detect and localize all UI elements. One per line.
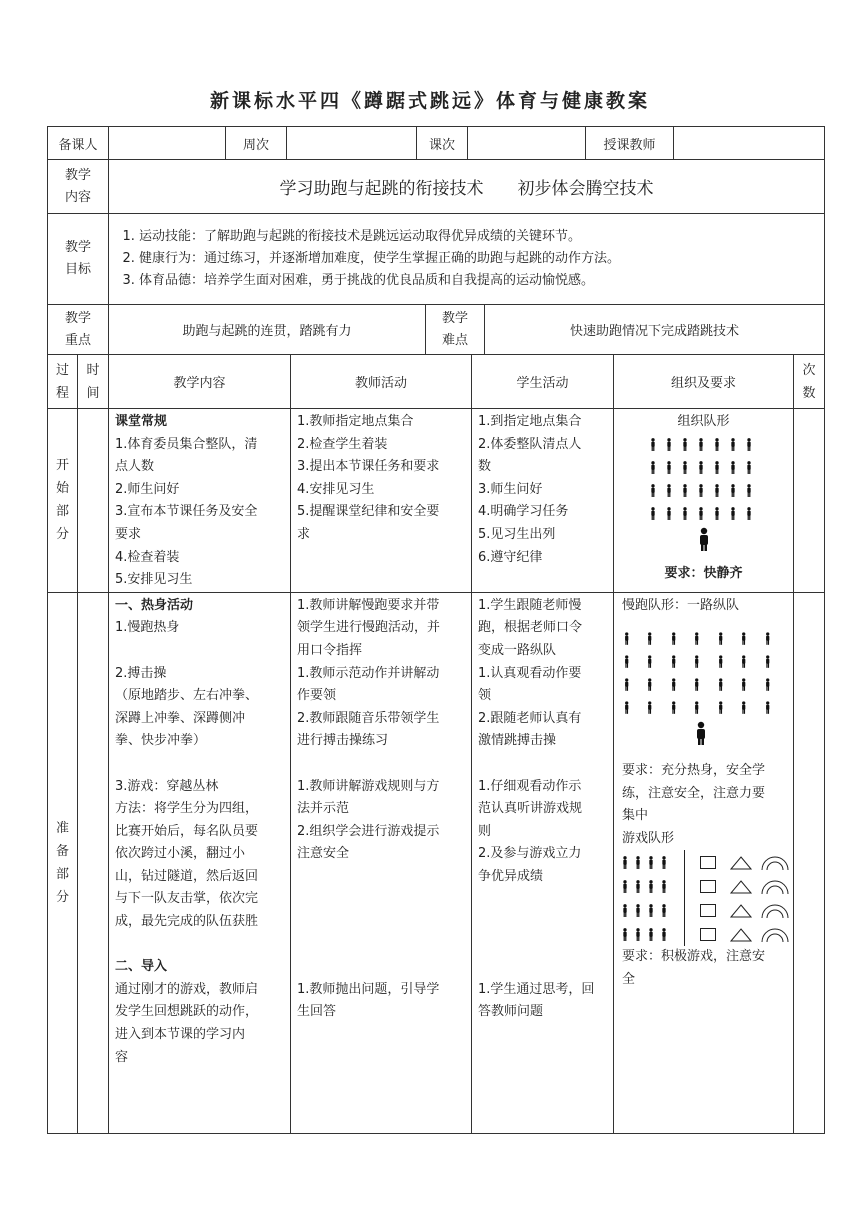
prep-teacher-line bbox=[297, 934, 466, 957]
stream-arc-icon bbox=[760, 854, 790, 870]
col-time bbox=[78, 355, 109, 409]
student-person-icon bbox=[694, 701, 699, 714]
student-person-icon bbox=[714, 461, 720, 474]
prep-teacher-line bbox=[297, 866, 466, 889]
student-person-icon bbox=[650, 484, 656, 497]
start-content-line: 1.体育委员集合整队，清 bbox=[115, 436, 258, 452]
content-label-text: 教学内容 bbox=[64, 167, 91, 205]
start-line bbox=[684, 850, 685, 946]
teacher-person-icon bbox=[694, 721, 708, 745]
stream-arc-icon bbox=[760, 926, 790, 942]
start-teacher-line: 1.教师指定地点集合 bbox=[297, 414, 414, 429]
prep-content-line: 拳、快步冲拳） bbox=[115, 733, 207, 749]
prep-student-line bbox=[478, 888, 608, 911]
student-person-icon bbox=[718, 701, 723, 714]
prep-student bbox=[472, 592, 614, 1133]
start-teacher bbox=[291, 409, 472, 593]
student-person-icon bbox=[666, 461, 672, 474]
start-teacher-figure bbox=[614, 527, 793, 555]
prep-content-line: 深蹲上冲拳、深蹲侧冲 bbox=[115, 710, 246, 726]
prep-content-line: 方法：将学生分为四组， bbox=[115, 801, 259, 817]
prep-content-line: 3.游戏：穿越丛林 bbox=[115, 778, 219, 794]
diff-label-text: 教学难点 bbox=[441, 310, 468, 348]
tunnel-square-icon bbox=[700, 928, 716, 941]
start-org bbox=[614, 409, 794, 593]
prep-content-line: 比赛开始后，每名队员要 bbox=[115, 823, 259, 839]
student-person-icon bbox=[635, 928, 641, 941]
run-requirement-line: 练，注意安全，注意力要 bbox=[622, 785, 766, 801]
prep-content-line bbox=[115, 934, 285, 957]
prep-student-line: 领 bbox=[478, 688, 492, 704]
prep-content-line: 2.搏击操 bbox=[115, 665, 167, 681]
student-person-icon bbox=[694, 655, 699, 668]
lesson-value bbox=[468, 127, 586, 160]
prep-content-line: 二、导入 bbox=[115, 959, 168, 975]
student-person-icon bbox=[714, 438, 720, 451]
prep-student-line: 2.及参与游戏立力 bbox=[478, 846, 582, 862]
student-person-icon bbox=[741, 655, 746, 668]
student-person-icon bbox=[647, 678, 652, 691]
prep-teacher-line bbox=[297, 753, 466, 776]
start-student-line: 2.体委整队清点人 bbox=[478, 436, 582, 452]
focus-table bbox=[47, 304, 825, 355]
student-person-icon bbox=[647, 655, 652, 668]
student-person-icon bbox=[666, 484, 672, 497]
game-formation-diagram bbox=[622, 850, 788, 946]
run-teacher-figure bbox=[622, 721, 788, 754]
prep-teacher-line bbox=[297, 911, 466, 934]
student-person-icon bbox=[622, 928, 628, 941]
prep-content-line: 进入到本节课的学习内 bbox=[115, 1027, 246, 1043]
student-person-icon bbox=[671, 655, 676, 668]
student-person-icon bbox=[730, 438, 736, 451]
prep-content-line: 与下一队友击掌，依次完 bbox=[115, 891, 259, 907]
content-label bbox=[48, 160, 109, 214]
student-person-icon bbox=[682, 484, 688, 497]
student-person-icon bbox=[635, 856, 641, 869]
goal-item: 3. 体育品德：培养学生面对困难，勇于挑战的优良品质和自我提高的运动愉悦感。 bbox=[139, 270, 824, 292]
student-person-icon bbox=[746, 461, 752, 474]
prep-content-line: （原地踏步、左右冲拳、 bbox=[115, 688, 259, 704]
start-student bbox=[472, 409, 614, 593]
student-person-icon bbox=[694, 632, 699, 645]
start-label bbox=[48, 409, 78, 593]
col-count bbox=[794, 355, 825, 409]
student-person-icon bbox=[714, 507, 720, 520]
col-student: 学生活动 bbox=[472, 355, 614, 409]
student-person-icon bbox=[624, 655, 629, 668]
formation-row bbox=[650, 479, 793, 502]
student-person-icon bbox=[650, 438, 656, 451]
student-person-icon bbox=[635, 904, 641, 917]
diff-label bbox=[426, 305, 485, 355]
tunnel-square-icon bbox=[700, 880, 716, 893]
hill-triangle-icon bbox=[730, 880, 752, 894]
student-person-icon bbox=[765, 678, 770, 691]
prep-content-line: 依次跨过小溪，翻过小 bbox=[115, 846, 246, 862]
content-text: 学习助跑与起跳的衔接技术 初步体会腾空技术 bbox=[109, 160, 825, 214]
prep-teacher-line: 作要领 bbox=[297, 688, 337, 704]
start-student-line: 1.到指定地点集合 bbox=[478, 414, 582, 429]
start-content-line: 5.安排见习生 bbox=[115, 572, 193, 588]
student-person-icon bbox=[671, 701, 676, 714]
student-person-icon bbox=[648, 880, 654, 893]
goal-item: 1. 运动技能：了解助跑与起跳的衔接技术是跳远运动取得优异成绩的关键环节。 bbox=[139, 226, 824, 248]
hill-triangle-icon bbox=[730, 928, 752, 942]
student-person-icon bbox=[622, 880, 628, 893]
student-person-icon bbox=[765, 655, 770, 668]
process-table bbox=[47, 354, 825, 1134]
prep-student-line: 1.学生跟随老师慢 bbox=[478, 597, 582, 613]
student-person-icon bbox=[718, 655, 723, 668]
col-process bbox=[48, 355, 78, 409]
prep-teacher-line: 用口令指挥 bbox=[297, 642, 363, 658]
key-label-text: 教学重点 bbox=[64, 310, 91, 348]
start-content-line: 要求 bbox=[115, 526, 142, 542]
prep-student-line: 争优异成绩 bbox=[478, 868, 544, 884]
start-content-line: 2.师生问好 bbox=[115, 481, 180, 497]
col-process-text: 过程 bbox=[55, 362, 69, 401]
start-content-line: 课堂常规 bbox=[115, 414, 168, 429]
prep-content-line bbox=[115, 640, 285, 663]
student-person-icon bbox=[682, 507, 688, 520]
start-label-text: 开始部分 bbox=[55, 458, 69, 543]
prep-content-line bbox=[115, 753, 285, 776]
hill-triangle-icon bbox=[730, 856, 752, 870]
col-content: 教学内容 bbox=[109, 355, 291, 409]
start-count bbox=[794, 409, 825, 593]
prep-teacher-line: 领学生进行慢跑活动，并 bbox=[297, 620, 441, 636]
prep-teacher-line: 注意安全 bbox=[297, 846, 350, 862]
student-person-icon bbox=[647, 701, 652, 714]
prep-count bbox=[794, 592, 825, 1133]
student-person-icon bbox=[746, 507, 752, 520]
prep-time bbox=[78, 592, 109, 1133]
run-requirement-line: 要求：充分热身，安全学 bbox=[622, 762, 766, 778]
start-teacher-line: 3.提出本节课任务和要求 bbox=[297, 459, 440, 475]
prep-student-line: 答教师问题 bbox=[478, 1004, 544, 1020]
start-teacher-line: 2.检查学生着装 bbox=[297, 436, 388, 452]
start-student-line: 5.见习生出列 bbox=[478, 526, 556, 542]
prep-teacher-line: 1.教师讲解游戏规则与方 bbox=[297, 778, 440, 794]
prep-teacher-line: 2.教师跟随音乐带领学生 bbox=[297, 710, 440, 726]
student-person-icon bbox=[698, 438, 704, 451]
prep-student-line: 则 bbox=[478, 823, 492, 839]
student-person-icon bbox=[694, 678, 699, 691]
start-student-line: 6.遵守纪律 bbox=[478, 549, 543, 565]
prep-content-line: 通过刚才的游戏，教师启 bbox=[115, 981, 259, 997]
teacher-person-icon bbox=[697, 527, 711, 551]
student-person-icon bbox=[741, 678, 746, 691]
preparer-value bbox=[109, 127, 226, 160]
prep-student-line: 2.跟随老师认真有 bbox=[478, 710, 582, 726]
student-person-icon bbox=[682, 461, 688, 474]
prep-label-text: 准备部分 bbox=[55, 820, 69, 905]
student-person-icon bbox=[650, 507, 656, 520]
goals-label-text: 教学目标 bbox=[64, 240, 91, 277]
tunnel-square-icon bbox=[700, 856, 716, 869]
student-person-icon bbox=[730, 484, 736, 497]
run-formation-title: 慢跑队形：一路纵队 bbox=[622, 597, 740, 613]
col-org: 组织及要求 bbox=[614, 355, 794, 409]
start-student-line: 4.明确学习任务 bbox=[478, 504, 569, 520]
formation-row bbox=[624, 696, 788, 719]
student-person-icon bbox=[648, 904, 654, 917]
start-content-line: 点人数 bbox=[115, 459, 155, 475]
student-person-icon bbox=[650, 461, 656, 474]
week-value bbox=[287, 127, 417, 160]
hill-triangle-icon bbox=[730, 904, 752, 918]
start-student-line: 3.师生问好 bbox=[478, 481, 543, 497]
prep-student-line bbox=[478, 934, 608, 957]
student-person-icon bbox=[666, 507, 672, 520]
run-requirement bbox=[622, 760, 788, 828]
student-person-icon bbox=[730, 507, 736, 520]
goal-item: 2. 健康行为：通过练习，并逐渐增加难度，使学生掌握正确的助跑与起跳的动作方法。 bbox=[139, 248, 824, 270]
formation-row bbox=[650, 433, 793, 456]
student-person-icon bbox=[661, 880, 667, 893]
prep-teacher bbox=[291, 592, 472, 1133]
student-person-icon bbox=[741, 632, 746, 645]
preparer-label: 备课人 bbox=[48, 127, 109, 160]
prep-label bbox=[48, 592, 78, 1133]
key-label bbox=[48, 305, 109, 355]
student-person-icon bbox=[765, 701, 770, 714]
student-person-icon bbox=[635, 880, 641, 893]
student-person-icon bbox=[661, 928, 667, 941]
student-person-icon bbox=[648, 856, 654, 869]
student-person-icon bbox=[682, 438, 688, 451]
run-formation-diagram bbox=[622, 627, 788, 719]
student-person-icon bbox=[671, 632, 676, 645]
game-requirement-line: 全 bbox=[622, 971, 636, 987]
start-student-line: 数 bbox=[478, 459, 492, 475]
formation-row bbox=[624, 650, 788, 673]
prep-teacher-line bbox=[297, 956, 466, 979]
student-person-icon bbox=[624, 678, 629, 691]
diff-text: 快速助跑情况下完成踏跳技术 bbox=[485, 305, 825, 355]
game-requirement bbox=[622, 946, 788, 991]
run-requirement-line: 集中 bbox=[622, 808, 649, 824]
start-content bbox=[109, 409, 291, 593]
student-person-icon bbox=[661, 856, 667, 869]
prep-student-line: 1.仔细观看动作示 bbox=[478, 778, 582, 794]
prep-student-line bbox=[478, 956, 608, 979]
prep-teacher-line: 法并示范 bbox=[297, 801, 350, 817]
prep-student-line: 激情跳搏击操 bbox=[478, 733, 557, 749]
student-person-icon bbox=[746, 484, 752, 497]
prep-teacher-line: 生回答 bbox=[297, 1004, 337, 1020]
student-person-icon bbox=[661, 904, 667, 917]
start-org-title: 组织队形 bbox=[677, 414, 730, 429]
goals-cell bbox=[109, 214, 825, 305]
student-person-icon bbox=[741, 701, 746, 714]
prep-student-line: 范认真听讲游戏规 bbox=[478, 801, 583, 817]
student-person-icon bbox=[698, 461, 704, 474]
prep-content bbox=[109, 592, 291, 1133]
prep-teacher-line: 1.教师示范动作并讲解动 bbox=[297, 665, 440, 681]
student-person-icon bbox=[718, 632, 723, 645]
formation-row bbox=[624, 673, 788, 696]
info-table bbox=[47, 126, 825, 305]
start-teacher-line: 4.安排见习生 bbox=[297, 481, 375, 497]
start-org-requirement: 要求：快静齐 bbox=[664, 566, 743, 581]
prep-teacher-line: 1.教师抛出问题，引导学 bbox=[297, 981, 440, 997]
start-time bbox=[78, 409, 109, 593]
prep-student-line: 1.学生通过思考，回 bbox=[478, 981, 595, 997]
stream-arc-icon bbox=[760, 878, 790, 894]
prep-teacher-line: 进行搏击操练习 bbox=[297, 733, 389, 749]
formation-row bbox=[650, 502, 793, 525]
formation-row bbox=[624, 627, 788, 650]
prep-content-line: 容 bbox=[115, 1049, 129, 1065]
game-requirement-line: 要求：积极游戏，注意安 bbox=[622, 949, 766, 965]
student-person-icon bbox=[730, 461, 736, 474]
start-formation-diagram bbox=[614, 433, 793, 525]
student-person-icon bbox=[624, 701, 629, 714]
week-label: 周次 bbox=[226, 127, 287, 160]
student-person-icon bbox=[624, 632, 629, 645]
start-content-line: 3.宣布本节课任务及安全 bbox=[115, 504, 258, 520]
game-formation-title: 游戏队形 bbox=[622, 830, 675, 846]
student-person-icon bbox=[647, 632, 652, 645]
teacher-value bbox=[674, 127, 825, 160]
prep-teacher-line: 2.组织学会进行游戏提示 bbox=[297, 823, 440, 839]
col-count-text: 次数 bbox=[802, 362, 816, 401]
student-person-icon bbox=[718, 678, 723, 691]
prep-content-line: 一、热身活动 bbox=[115, 597, 194, 613]
goals-list bbox=[109, 226, 824, 292]
student-person-icon bbox=[714, 484, 720, 497]
student-person-icon bbox=[622, 904, 628, 917]
page-title: 新课标水平四《蹲踞式跳远》体育与健康教案 bbox=[209, 90, 650, 112]
prep-content-line: 山，钻过隧道，然后返回 bbox=[115, 868, 259, 884]
lesson-label: 课次 bbox=[417, 127, 468, 160]
prep-content-line: 1.慢跑热身 bbox=[115, 620, 180, 636]
prep-content-line: 发学生回想跳跃的动作， bbox=[115, 1004, 259, 1020]
student-person-icon bbox=[622, 856, 628, 869]
stream-arc-icon bbox=[760, 902, 790, 918]
start-teacher-line: 求 bbox=[297, 526, 311, 542]
col-time-text: 时间 bbox=[86, 362, 100, 401]
start-content-line: 4.检查着装 bbox=[115, 549, 180, 565]
prep-teacher-line: 1.教师讲解慢跑要求并带 bbox=[297, 597, 440, 613]
prep-student-line bbox=[478, 753, 608, 776]
student-person-icon bbox=[746, 438, 752, 451]
student-person-icon bbox=[648, 928, 654, 941]
teacher-label: 授课教师 bbox=[586, 127, 674, 160]
student-person-icon bbox=[765, 632, 770, 645]
prep-org bbox=[614, 592, 794, 1133]
prep-student-line bbox=[478, 911, 608, 934]
col-teacher: 教师活动 bbox=[291, 355, 472, 409]
student-person-icon bbox=[698, 507, 704, 520]
student-person-icon bbox=[666, 438, 672, 451]
formation-row bbox=[650, 456, 793, 479]
key-text: 助跑与起跳的连贯，踏跳有力 bbox=[109, 305, 426, 355]
student-person-icon bbox=[698, 484, 704, 497]
tunnel-square-icon bbox=[700, 904, 716, 917]
prep-content-line: 成，最先完成的队伍获胜 bbox=[115, 914, 259, 930]
prep-teacher-line bbox=[297, 888, 466, 911]
start-teacher-line: 5.提醒课堂纪律和安全要 bbox=[297, 504, 440, 520]
prep-student-line: 变成一路纵队 bbox=[478, 642, 557, 658]
prep-student-line: 跑，根据老师口令 bbox=[478, 620, 583, 636]
goals-label bbox=[48, 214, 109, 305]
student-person-icon bbox=[671, 678, 676, 691]
prep-student-line: 1.认真观看动作要 bbox=[478, 665, 582, 681]
